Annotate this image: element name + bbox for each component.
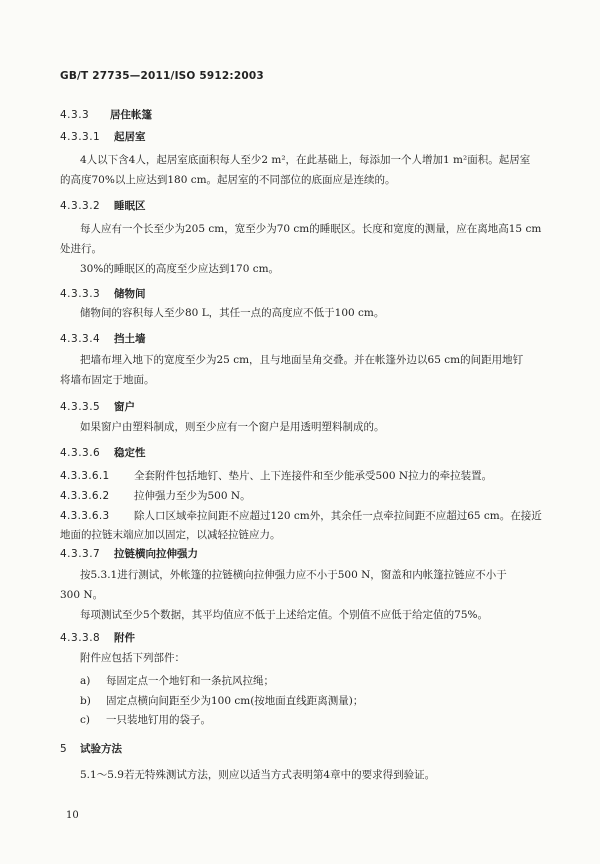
list-marker: a) — [80, 675, 91, 687]
heading-4-3-3-7 — [60, 546, 198, 561]
clause-text: 拉伸强力至少为500 N。 — [134, 490, 251, 502]
text-line: 30%的睡眠区的高度至少应达到170 cm。 — [80, 263, 280, 275]
paragraph-zipper-strength — [60, 565, 550, 625]
list-item-c — [80, 712, 211, 727]
heading-number: 5 — [60, 743, 68, 755]
list-marker: c) — [80, 714, 90, 726]
clause-text: 除人口区域牵拉间距不应超过120 cm外，其余任一点牵拉间距不应超过65 cm。在接近 — [134, 510, 542, 522]
paragraph-sleeping-area — [60, 219, 550, 279]
heading-title: 储物间 — [114, 288, 146, 300]
heading-number: 4.3.3.1 — [60, 131, 101, 143]
heading-5 — [60, 741, 122, 756]
text-line: 每项测试至少5个数据，其平均值应不低于上述给定值。个别值不应低于给定值的75%。 — [80, 609, 489, 621]
text-line: 附件应包括下列部件： — [80, 652, 185, 664]
list-marker: b) — [80, 695, 91, 707]
text-line: 按5.3.1进行测试，外帐篷的拉链横向拉伸强力应不小于500 N，窗盖和内帐篷拉链应不小于 — [80, 569, 507, 581]
paragraph-accessories-intro — [80, 648, 550, 668]
paragraph-storage — [80, 303, 550, 323]
heading-number: 4.3.3.5 — [60, 401, 101, 413]
heading-number: 4.3.3.2 — [60, 200, 101, 212]
heading-number: 4.3.3 — [60, 109, 90, 121]
clause-4-3-3-6-1 — [60, 468, 492, 483]
heading-4-3-3 — [60, 107, 152, 122]
text-line: 4人以下含4人，起居室底面积每人至少2 m²，在此基础上，每添加一个人增加1 m²面积。起居室 — [80, 154, 531, 166]
heading-number: 4.3.3.7 — [60, 548, 101, 560]
text-line: 将墙布固定于地面。 — [60, 374, 155, 386]
text-line: 300 N。 — [60, 589, 104, 601]
heading-4-3-3-1 — [60, 129, 146, 144]
list-item-a — [80, 673, 274, 688]
heading-title: 起居室 — [114, 131, 146, 143]
text-line: 储物间的容积每人至少80 L，其任一点的高度应不低于100 cm。 — [80, 307, 385, 319]
text-line: 如果窗户由塑料制成，则至少应有一个窗户是用透明塑料制成的。 — [80, 421, 385, 433]
list-text: 每固定点一个地钉和一条抗风拉绳； — [106, 675, 274, 687]
clause-number: 4.3.3.6.1 — [60, 470, 110, 482]
heading-title: 附件 — [114, 632, 135, 644]
standard-header: GB/T 27735—2011/ISO 5912:2003 — [60, 70, 264, 82]
page-number: 10 — [66, 810, 79, 821]
text-line: 5.1～5.9若无特殊测试方法，则应以适当方式表明第4章中的要求得到验证。 — [80, 769, 436, 781]
heading-title: 稳定性 — [114, 447, 146, 459]
paragraph-sod-cloth — [60, 350, 550, 390]
heading-4-3-3-5 — [60, 399, 135, 414]
heading-number: 4.3.3.8 — [60, 632, 101, 644]
text-line: 处进行。 — [60, 243, 102, 255]
list-text: 固定点横向间距至少为100 cm(按地面直线距离测量)； — [106, 695, 364, 707]
text-line: 的高度70%以上应达到180 cm。起居室的不同部位的底面应是连续的。 — [60, 174, 396, 186]
clause-4-3-3-6-2 — [60, 488, 251, 503]
heading-4-3-3-3 — [60, 286, 146, 301]
heading-number: 4.3.3.4 — [60, 333, 101, 345]
heading-title: 窗户 — [114, 401, 135, 413]
clause-continuation: 地面的拉链末端应加以固定，以减轻拉链应力。 — [60, 529, 281, 541]
heading-title: 拉链横向拉伸强力 — [114, 548, 198, 560]
paragraph-test-methods — [80, 765, 550, 785]
text-line: 每人应有一个长至少为205 cm，宽至少为70 cm的睡眠区。长度和宽度的测量，应在离地高15 cm — [80, 223, 542, 235]
clause-4-3-3-6-3 — [60, 508, 542, 523]
paragraph-living-room — [60, 150, 550, 190]
heading-4-3-3-6 — [60, 445, 146, 460]
heading-title: 居住帐篷 — [110, 109, 152, 121]
heading-4-3-3-8 — [60, 630, 135, 645]
heading-4-3-3-4 — [60, 331, 146, 346]
heading-4-3-3-2 — [60, 198, 146, 213]
list-text: 一只装地钉用的袋子。 — [106, 714, 211, 726]
list-item-b — [80, 693, 363, 708]
paragraph-windows — [80, 417, 550, 437]
heading-title: 试验方法 — [80, 743, 122, 755]
clause-number: 4.3.3.6.3 — [60, 510, 110, 522]
clause-number: 4.3.3.6.2 — [60, 490, 110, 502]
text-line: 把墙布埋入地下的宽度至少为25 cm，且与地面呈角交叠。并在帐篷外边以65 cm的间距用地钉 — [80, 354, 524, 366]
heading-number: 4.3.3.6 — [60, 447, 101, 459]
heading-number: 4.3.3.3 — [60, 288, 101, 300]
clause-text: 全套附件包括地钉、垫片、上下连接件和至少能承受500 N拉力的牵拉装置。 — [134, 470, 493, 482]
heading-title: 挡土墙 — [114, 333, 146, 345]
heading-title: 睡眠区 — [114, 200, 146, 212]
